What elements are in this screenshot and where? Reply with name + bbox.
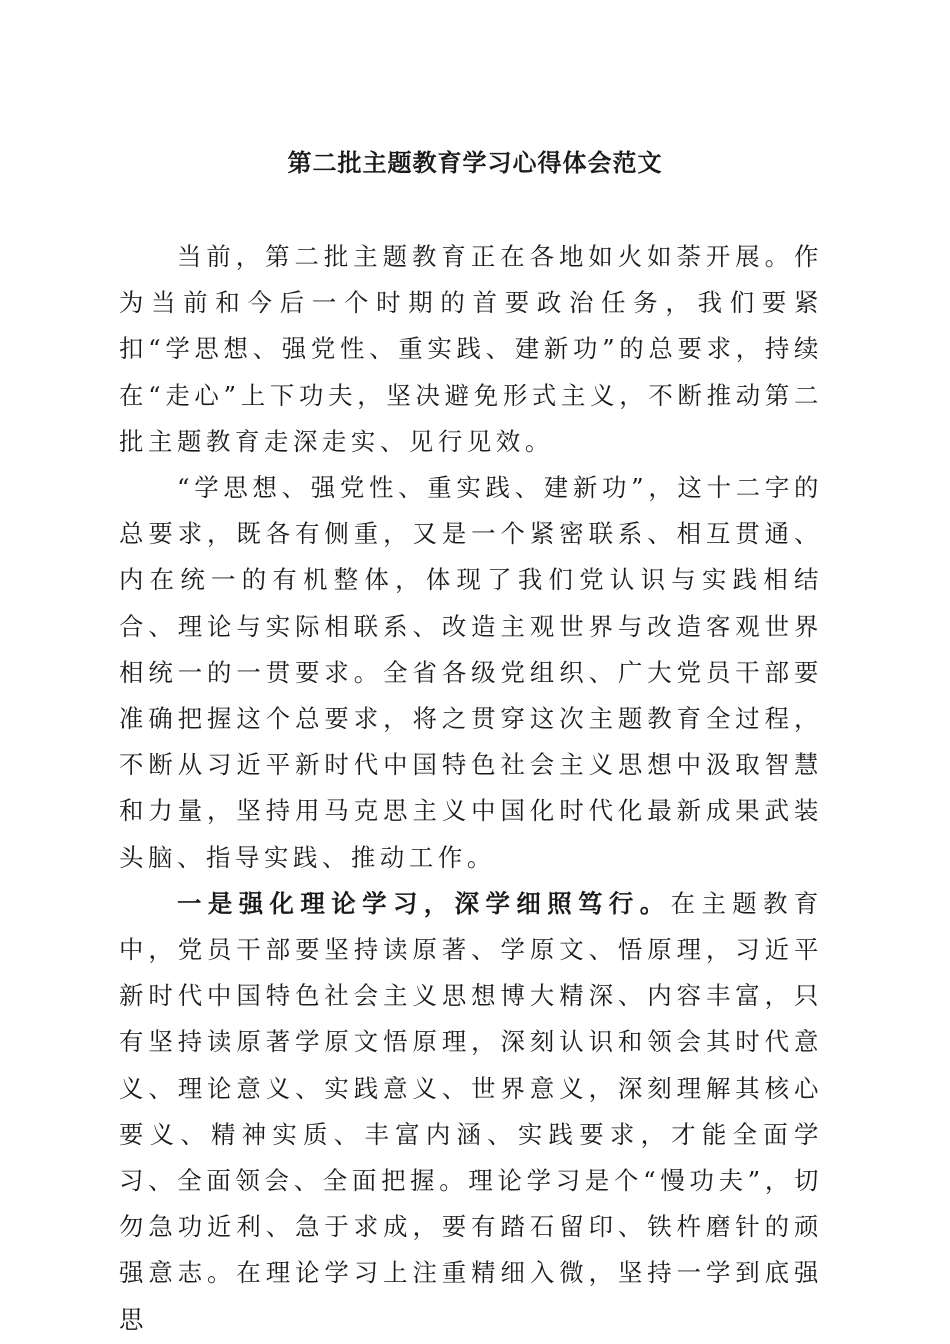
paragraph-text: 当前，第二批主题教育正在各地如火如荼开展。作为当前和今后一个时期的首要政治任务，我们要紧扣“学思想、强党性、重实践、建新功”的总要求，持续在“走心”上下功夫，坚决避免形式主义，不断推动第二批主题教育走深走实、见行见效。 xyxy=(119,242,823,456)
paragraph-theory-study xyxy=(119,881,823,1343)
document-body xyxy=(119,234,823,1343)
document-title: 第二批主题教育学习心得体会范文 xyxy=(287,148,663,177)
paragraph-text: “学思想、强党性、重实践、建新功”，这十二字的总要求，既各有侧重，又是一个紧密联系、相互贯通、内在统一的有机整体，体现了我们党认识与实践相结合、理论与实际相联系、改造主观世界与改造客观世界相统一的一贯要求。全省各级党组织、广大党员干部要准确把握这个总要求，将之贯穿这次主题教育全过程，不断从习近平新时代中国特色社会主义思想中汲取智慧和力量，坚持用马克思主义中国化时代化最新成果武装头脑、指导实践、推动工作。 xyxy=(119,473,823,872)
paragraph-requirements xyxy=(119,465,823,881)
paragraph-text: 在主题教育中，党员干部要坚持读原著、学原文、悟原理，习近平新时代中国特色社会主义思想博大精深、内容丰富，只有坚持读原著学原文悟原理，深刻认识和领会其时代意义、理论意义、实践意义、世界意义，深刻理解其核心要义、精神实质、丰富内涵、实践要求，才能全面学习、全面领会、全面把握。理论学习是个“慢功夫”，切勿急功近利、急于求成，要有踏石留印、铁杵磨针的顽强意志。在理论学习上注重精细入微，坚持一学到底强思 xyxy=(119,888,823,1334)
paragraph-intro xyxy=(119,234,823,465)
paragraph-lead: 一是强化理论学习，深学细照笃行。 xyxy=(177,888,671,918)
